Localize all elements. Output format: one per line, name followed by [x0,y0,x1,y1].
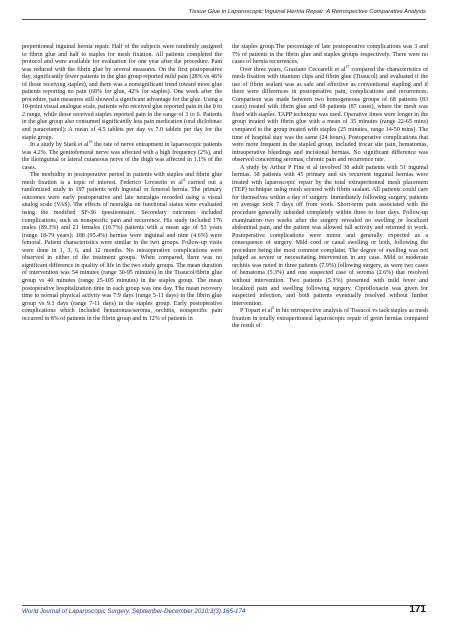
left-column [22,44,222,323]
paragraph-text: the rate of nerve entrapment in laparoscopic patients was 4.2%. The genitofemoral nerve was affected with a high frequency (2%), and the ilioinguinal or lateral cutaneous nerve of the thigh was affected in 1.1% of the cases. [22,142,222,171]
paragraph-text: carried out a randomized study in 197 patients with inguinal or femoral hernia. The primary outcomes were early postoperative and late neuralgia recorded using a visual analog scale (VAS). The effects of neuralgia on functional status were evaluated using the modified SF-36 questionnaire. Secondary outcomes included complications, such as nonspecific pain and recurrence. His study included 176 males (89.3%) and 21 females (10.7%) patients with a mean age of 53 years (range 18-79 years); 188 (95.4%) hernias were inguinal and nine (4.6%) were femoral. Patient characteristics were similar in the two groups. Follow-up visits were done in 1, 3, 6, and 12 months. No intraoperative complications were observed in either of the treatment groups. When compared, there was no significant difference in quality of life in the two study groups. The mean duration of intervention was 54 minutes (range 30-95 minutes) in the Tissucol/fibrin glue group vs 40 minutes (range 25-105 minutes) in the staples group. The mean postoperative hospitalization time in each group was one day. The mean recovery time to normal physical activity was 7.9 days (range 5-11 days) in the fibrin glue group vs 9.1 days (range 7-11 days) in the staples group. Early postoperative complications which included hematomas/seroma, orchitis, nonspecific pain occurred in 8% of patients in the fibrin group and in 12% of patients in [22,179,222,322]
paragraph-text: In a study by Stark et al [30,142,89,149]
paragraph-text: Over three years, Graziano Ceccarelli et al [240,66,346,73]
citation-superscript: 5 [272,305,275,311]
paragraph-text: P Topart et al [240,308,273,315]
paragraph [232,305,428,331]
paragraph-text: The morbidity in postoperative period in patients with staples and fibrin glue mesh fixation is a topic of interest. Federico Lovisetto et al [22,172,222,186]
paragraph [232,63,428,165]
paragraph-text: in his retrospective analysis of Tissucol vs tack staples as mesh fixation in totally extraperitoneal laparoscopic repair of groin hernias compared the result of [232,308,428,330]
citation-superscript: 16 [88,139,93,145]
paragraph-text: compared the characteristics of mesh fixation with titanium clips and fibrin glue (Tissucol) and evaluated if the use of fibrin sealant was as safe and effective as conventional stapling and if there were differences in postoperative pain, complications and recurrences. Comparison was made between two homogeneous groups of 68 patients (83 cases) treated with fibrin glue and 68 patients (87 cases), where the mesh was fixed with staples. TAPP technique was used. Operative times were longer in the group treated with fibrin glue with a mean of 35 minutes (range 22-65 mins) compared to the group treated with staples (25 minutes, range 14-50 mins). The time of hospital stay was the same (24 hours). Postoperative complications that were more frequent in the stapled group, included trocar site pain, hematomas, intraoperative bleedings and incisional hernias. No significant difference was observed concerning seromas, chronic pain and recurrence rate. [232,66,428,164]
citation-superscript: 4 [182,176,185,182]
paragraph: preperitoneal inguinal hernia repair. Half of the subjects were randomly assigned to fibrin glue and half to staples for mesh fixation. All patients completed the protocol and were available for evaluation for one year after the procedure. Pain was reduced with the fibrin glue by several measures. On the first postoperative day, significantly fewer patients in the glue group reported mild pain (28% vs 46% of those receiving staples), and there was a nonsignificant trend toward more glue patients reporting no pain (68% for glue, 42% for staples). One week after the procedure, pain measures still showed a significant advantage for the glue. Using a 10-point visual analogue scale, patients who received glue reported pain in the 0 to 2 range, while those received staples reported pain in the range of 3 to 6. Patients in the glue group also consumed significantly less pain medication (oral diclofenac and paracetamol): A mean of 4.5 tablets per day vs 7.0 tablets per day for the staple group. [22,44,222,141]
journal-citation: World Journal of Laparoscopic Surgery, September-December 2010;3(3):165-174 [22,608,246,615]
right-column [232,44,428,331]
footer-rule [22,605,426,606]
header-rule [22,19,426,20]
page-number: 171 [409,604,426,615]
paragraph: the staples group.The percentage of late postoperative complications was 3 and 7% of patients in the fibrin glue and staples groups respectively. There were no cases of hernia recurrences. [232,44,428,66]
paragraph [22,172,222,323]
running-head: Tissue Glue in Laparoscopic Inguinal Hernia Repair: A Retrospective Comparative Analysis [188,9,426,15]
citation-superscript: 17 [345,63,350,69]
paragraph [22,139,222,172]
paragraph: A study by Arthur P Fine et al involved 38 adult patients with 51 inguinal hernias. 38 patients with 45 primary and six recurrent inguinal hernias were treated with laparoscopic repair by the total extraperitoneal mesh placement (TEP) technique using mesh secured with fibrin sealant. All patients could care for themselves within a day of surgery. Immediately following surgery, patients on average took 7 days off from work. Short-term pain associated with the procedure generally subsided completely within three to four days. Follow-up examination two weeks after the surgery revealed no swelling or localized abdominal pain, and the patient was allowed full activity and returned to work. Postoperative complications were minor and generally expected as a consequence of surgery. Mild cord or canal swelling or both, following the procedure being the most common complaint. The degree of swelling was not judged as severe or necessitating intervention in any case. Mild to moderate orchitis was noted in three patients (7.9%) following surgery, as were two cases of hematoma (5.3%) and one suspected case of seroma (2.6%) that resolved without intervention. Two patients (5.3%) presented with mild fever and localized pain and swelling following surgery. Ciprofloxacin was given for suspected infection, and both patients eventually resolved without further intervention. [232,164,428,307]
